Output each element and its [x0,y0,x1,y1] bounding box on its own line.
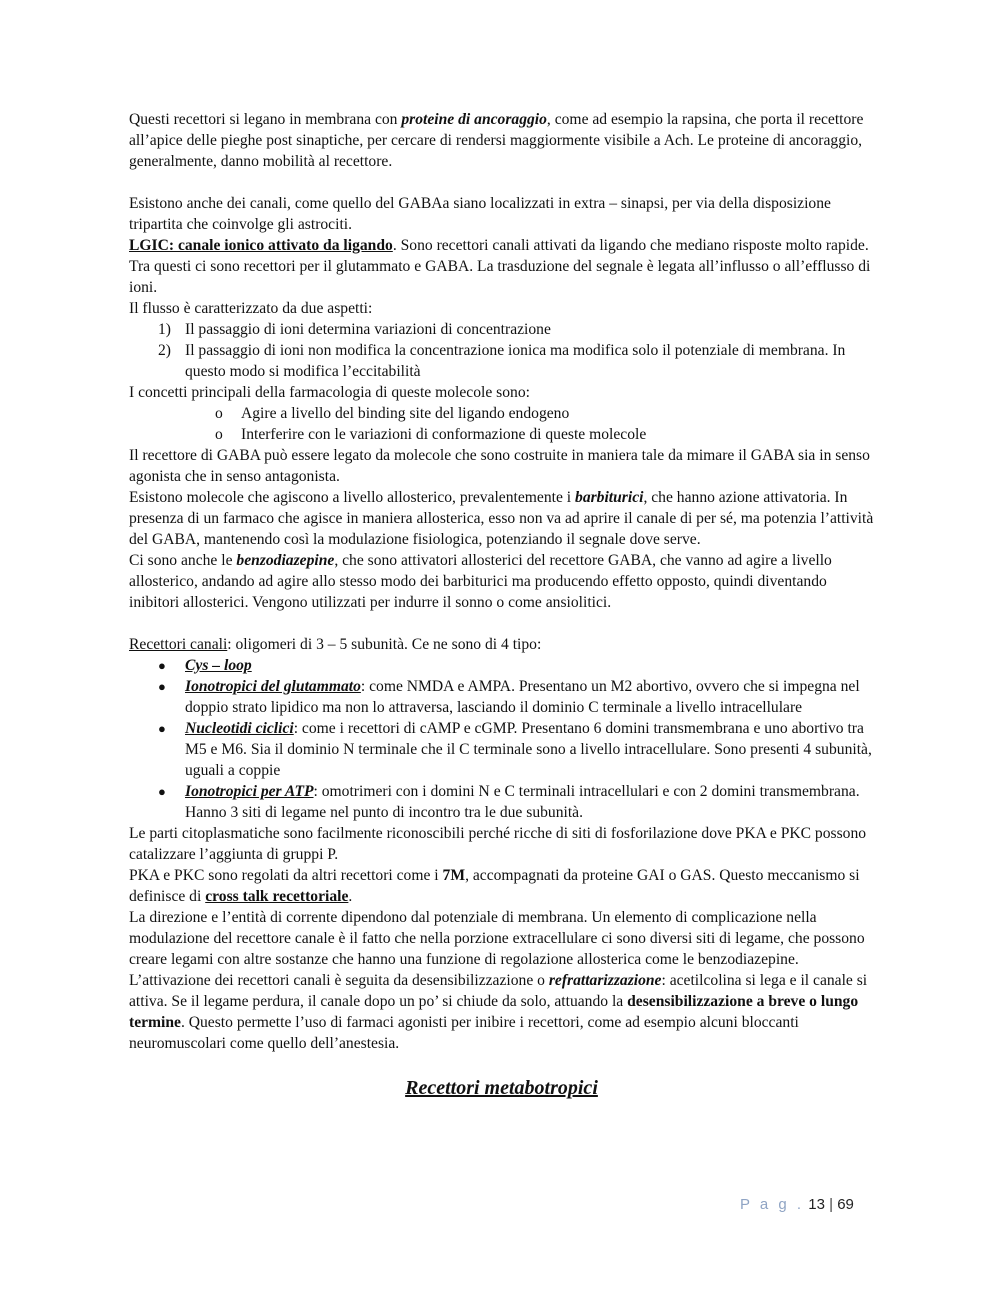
list-item-text: : omotrimeri con i domini N e C terminali intracellulari e con 2 domini transmembrana. Hanno 3 siti di legame nel punto di incontro tra le due subunità. [185,783,860,821]
page-separator: | [829,1196,834,1213]
paragraph-gaba-receptor: Il recettore di GABA può essere legato da molecole che sono costruite in maniera tale da mimare il GABA sia in senso agonista che in senso antagonista. [129,447,870,485]
list-item-title: Cys – loop [185,657,252,674]
text: , che hanno azione attivatoria. In presenza di un farmaco che agisce in maniera allosterica, esso non va ad aprire il canale di per sé, ma potenzia l’attività del GABA, mantenendo così la modulazione fisiologica, potenziando il segnale dove serve. [129,489,874,548]
spacer [129,613,874,634]
paragraph-current-direction: La direzione e l’entità di corrente dipendono dal potenziale di membrana. Un elemento di complicazione nella modulazione del recettore canale è il fatto che nella porzione extracellulare ci sono diversi siti di legame, che possono creare legami con altre sostanze che hanno una funzione di regolazione allosterica come le benzodiazepine. [129,909,865,968]
document-body [129,109,874,1101]
numbered-list [129,319,874,382]
list-item [158,781,874,823]
bullet-marker: ● [158,658,166,673]
paragraph-pka-pkc [129,865,874,907]
text: Esistono molecole che agiscono a livello allosterico, prevalentemente i [129,489,576,506]
list-item-text: Il passaggio di ioni determina variazioni di concentrazione [185,321,551,338]
text: , accompagnati da proteine GAI o GAS. Questo meccanismo si definisce di [129,867,860,905]
list-marker: 2) [158,342,171,359]
text: PKA e PKC sono regolati da altri recettori come i [129,867,443,884]
circle-list [129,403,874,445]
text: , che sono attivatori allosterici del recettore GABA, che vanno ad agire a livello allosterico, andando ad agire allo stesso modo dei barbiturici ma producendo effetto opposto, quindi diventando inibitori allosterici. Vengono utilizzati per indurre il sonno o come ansiolitici. [129,552,832,611]
page-total: 69 [837,1196,854,1213]
list-marker: o [215,405,223,422]
text: Ci sono anche le [129,552,237,569]
list-item [158,319,874,340]
heading-text: Recettori metabotropici [405,1077,598,1099]
list-marker: 1) [158,321,171,338]
paragraph-flow-aspects: Il flusso è caratterizzato da due aspetti: [129,300,373,317]
paragraph-desensitization [129,970,874,1054]
term-benzodiazepine: benzodiazepine [236,552,335,569]
term-refrattarizzazione: refrattarizzazione [548,972,662,989]
list-item-text: : come i recettori di cAMP e cGMP. Presentano 6 domini transmembrana e uno abortivo tra M5 e M6. Sia il dominio N terminale che il C terminale sono a livello intracellulare. Sono presenti 4 subunità, uguali a coppie [185,720,872,779]
term-cross-talk: cross talk recettoriale [205,888,349,905]
list-item-title: Ionotropici del glutammato [185,678,361,695]
list-item-title: Nucleotidi ciclici [185,720,294,737]
list-item-text: Interferire con le variazioni di conformazione di queste molecole [241,426,647,443]
bullet-marker: ● [158,721,166,736]
list-item [158,655,874,676]
section-heading [129,1075,874,1101]
term-recettori-canali: Recettori canali [129,636,228,653]
text: . [348,888,353,905]
text: Questi recettori si legano in membrana con [129,111,402,128]
list-item [215,403,874,424]
list-item [215,424,874,445]
list-item-title: Ionotropici per ATP [185,783,314,800]
page-number: 13 [808,1196,825,1213]
text: . Questo permette l’uso di farmaci agonisti per inibire i recettori, come ad esempio alcuni bloccanti neuromuscolari come quello dell’anestesia. [129,1014,799,1052]
list-marker: o [215,426,223,443]
text: , come ad esempio la rapsina, che porta il recettore all’apice delle pieghe post sinaptiche, per cercare di rendersi maggiormente visibile a Ach. Le proteine di ancoraggio, generalmente, danno mobilità al recettore. [129,111,864,170]
paragraph-pharmacology-concepts: I concetti principali della farmacologia di queste molecole sono: [129,384,530,401]
text: . Sono recettori canali attivati da ligando che mediano risposte molto rapide. Tra questi ci sono recettori per il glutammato e GABA. La trasduzione del segnale è legata all’influsso o all’efflusso di ioni. [129,237,871,296]
paragraph-cytoplasmic-parts: Le parti citoplasmatiche sono facilmente riconoscibili perché ricche di siti di fosforilazione dove PKA e PKC possono catalizzare l’aggiunta di gruppi P. [129,825,867,863]
list-item-text: Agire a livello del binding site del ligando endogeno [241,405,570,422]
term-proteine-ancoraggio: proteine di ancoraggio [401,111,547,128]
page-footer [740,1196,854,1213]
bullet-marker: ● [158,679,166,694]
text: : oligomeri di 3 – 5 subunità. Ce ne sono di 4 tipo: [227,636,542,653]
page-label: P a g . [740,1196,805,1213]
paragraph-lgic [129,235,874,298]
bullet-list [129,655,874,823]
list-item [158,676,874,718]
term-lgic: LGIC: canale ionico attivato da ligando [129,237,393,254]
paragraph-barbiturates [129,487,874,550]
paragraph-benzodiazepines [129,550,874,613]
term-barbiturici: barbiturici [575,489,644,506]
term-7m: 7M [442,867,466,884]
paragraph-gaba-channels: Esistono anche dei canali, come quello del GABAa siano localizzati in extra – sinapsi, per via della disposizione tripartita che coinvolge gli astrociti. [129,195,831,233]
list-item [158,340,874,382]
spacer [129,172,874,193]
term-desensibilizzazione: desensibilizzazione a breve o lungo termine [129,993,859,1031]
list-item [158,718,874,781]
list-item-text: Il passaggio di ioni non modifica la concentrazione ionica ma modifica solo il potenziale di membrana. In questo modo si modifica l’eccitabilità [185,342,846,380]
paragraph-channel-receptors [129,634,874,655]
text: : acetilcolina si lega e il canale si attiva. Se il legame perdura, il canale dopo un po’ si chiude da solo, attuando la [129,972,868,1010]
text: L’attivazione dei recettori canali è seguita da desensibilizzazione o [129,972,549,989]
paragraph-anchoring-proteins [129,109,874,172]
list-item-text: : come NMDA e AMPA. Presentano un M2 abortivo, ovvero che si impegna nel doppio strato lipidico ma non lo attraversa, lasciando il dominio C terminale a livello intracellulare [185,678,860,716]
bullet-marker: ● [158,784,166,799]
